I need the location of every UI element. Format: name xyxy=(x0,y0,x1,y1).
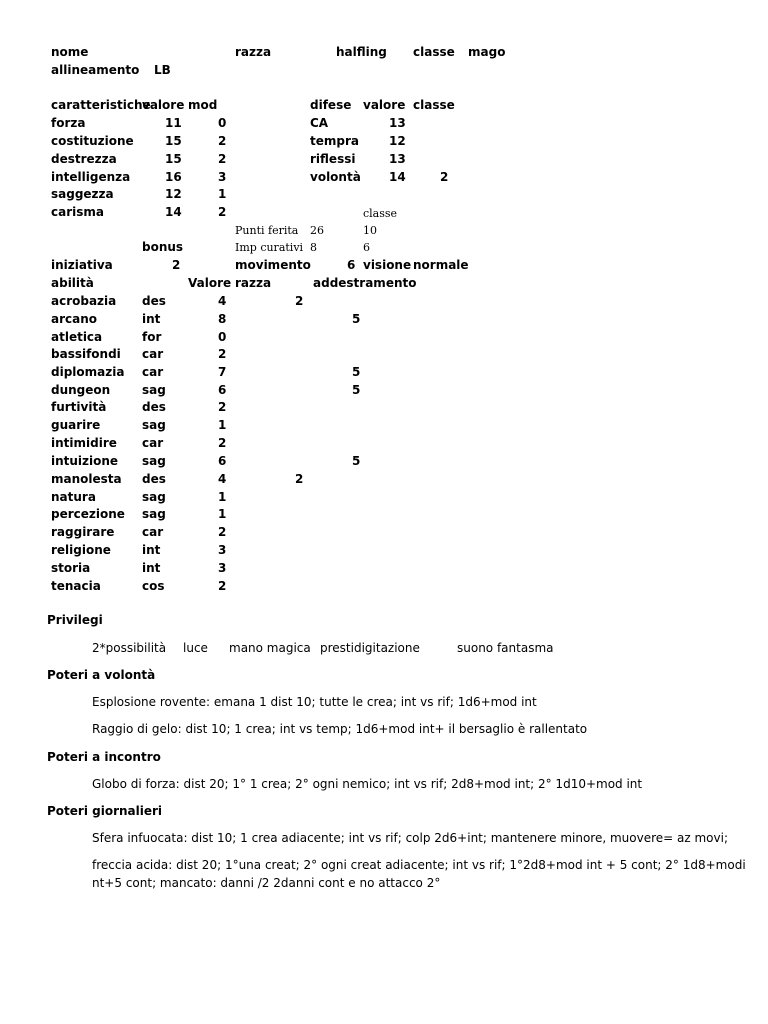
defenses-header-value: valore xyxy=(363,98,406,112)
stat-mod: 1 xyxy=(218,187,227,201)
skill-name: tenacia xyxy=(51,579,101,593)
skills-header-value: Valore xyxy=(188,276,232,290)
skill-value: 3 xyxy=(218,561,227,575)
stat-mod: 2 xyxy=(218,205,227,219)
skill-name: intimidire xyxy=(51,436,117,450)
stat-name: destrezza xyxy=(51,152,117,166)
skill-stat: sag xyxy=(142,418,166,432)
skill-name: guarire xyxy=(51,418,101,432)
skill-razza: 2 xyxy=(295,472,304,486)
privilegio-item: luce xyxy=(183,641,208,655)
defense-name: volontà xyxy=(310,170,361,184)
skill-value: 2 xyxy=(218,400,227,414)
skill-stat: car xyxy=(142,436,164,450)
skill-value: 1 xyxy=(218,507,227,521)
razza-label: razza xyxy=(235,45,272,59)
defense-value: 13 xyxy=(389,152,406,166)
privilegio-item: suono fantasma xyxy=(457,641,554,655)
health-value: 8 xyxy=(310,241,317,254)
health-value: 26 xyxy=(310,224,324,237)
skill-value: 1 xyxy=(218,418,227,432)
bonus-label: bonus xyxy=(142,240,184,254)
potere-item: Globo di forza: dist 20; 1° 1 crea; 2° ogni nemico; int vs rif; 2d8+mod int; 2° 1d10+mod int xyxy=(92,777,643,791)
movimento-label: movimento xyxy=(235,258,311,272)
skill-name: furtività xyxy=(51,400,107,414)
skill-name: intuizione xyxy=(51,454,119,468)
skill-name: religione xyxy=(51,543,111,557)
skill-value: 6 xyxy=(218,383,227,397)
stat-mod: 3 xyxy=(218,170,227,184)
skill-stat: des xyxy=(142,294,166,308)
skill-name: raggirare xyxy=(51,525,115,539)
skill-name: storia xyxy=(51,561,91,575)
stat-value: 11 xyxy=(165,116,182,130)
allineamento-value: LB xyxy=(154,63,171,77)
skill-stat: des xyxy=(142,472,166,486)
skill-name: atletica xyxy=(51,330,103,344)
stat-name: intelligenza xyxy=(51,170,131,184)
skills-header-name: abilità xyxy=(51,276,94,290)
skill-value: 2 xyxy=(218,436,227,450)
iniziativa-label: iniziativa xyxy=(51,258,113,272)
skill-stat: cos xyxy=(142,579,165,593)
health-label: Imp curativi xyxy=(235,241,304,254)
potere-item: Sfera infuocata: dist 10; 1 crea adiacente; int vs rif; colp 2d6+int; mantenere minore, muovere= az movi; xyxy=(92,831,728,845)
stat-name: saggezza xyxy=(51,187,114,201)
skill-stat: for xyxy=(142,330,162,344)
stat-name: costituzione xyxy=(51,134,134,148)
poteri-incontro-title: Poteri a incontro xyxy=(47,750,161,764)
health-classe: 10 xyxy=(363,224,377,237)
defenses-header-name: difese xyxy=(310,98,352,112)
skill-addestramento: 5 xyxy=(352,312,361,326)
skill-addestramento: 5 xyxy=(352,383,361,397)
skill-stat: sag xyxy=(142,383,166,397)
skill-value: 2 xyxy=(218,347,227,361)
stat-mod: 2 xyxy=(218,152,227,166)
skill-addestramento: 5 xyxy=(352,454,361,468)
defenses-header-classe: classe xyxy=(413,98,455,112)
skill-name: diplomazia xyxy=(51,365,125,379)
privilegio-item: 2*possibilità xyxy=(92,641,167,655)
skill-value: 1 xyxy=(218,490,227,504)
skill-stat: sag xyxy=(142,454,166,468)
stat-name: carisma xyxy=(51,205,104,219)
stat-mod: 0 xyxy=(218,116,227,130)
stat-value: 12 xyxy=(165,187,182,201)
visione-label: visione xyxy=(363,258,412,272)
stat-value: 16 xyxy=(165,170,182,184)
visione-value: normale xyxy=(413,258,469,272)
defense-name: riflessi xyxy=(310,152,356,166)
skill-value: 7 xyxy=(218,365,227,379)
stat-mod: 2 xyxy=(218,134,227,148)
skill-stat: des xyxy=(142,400,166,414)
poteri-giornalieri-title: Poteri giornalieri xyxy=(47,804,163,818)
razza-value: halfling xyxy=(336,45,387,59)
poteri-volonta-title: Poteri a volontà xyxy=(47,668,156,682)
stats-header-value: valore xyxy=(142,98,185,112)
skill-stat: int xyxy=(142,543,161,557)
skill-name: percezione xyxy=(51,507,125,521)
skills-header-razza: razza xyxy=(235,276,272,290)
allineamento-label: allineamento xyxy=(51,63,140,77)
potere-item-continuation: nt+5 cont; mancato: danni /2 2danni cont e no attacco 2° xyxy=(92,876,441,890)
skill-value: 4 xyxy=(218,472,227,486)
defense-value: 12 xyxy=(389,134,406,148)
privilegio-item: mano magica xyxy=(229,641,311,655)
stats-header-name: caratteristiche xyxy=(51,98,151,112)
skill-value: 3 xyxy=(218,543,227,557)
skill-name: acrobazia xyxy=(51,294,117,308)
defense-classe: 2 xyxy=(440,170,449,184)
skill-stat: int xyxy=(142,561,161,575)
potere-item: freccia acida: dist 20; 1°una creat; 2° ogni creat adiacente; int vs rif; 1°2d8+mod int + 5 cont; 2° 1d8+modi xyxy=(92,858,746,872)
skill-value: 2 xyxy=(218,525,227,539)
skill-stat: car xyxy=(142,525,164,539)
skill-value: 2 xyxy=(218,579,227,593)
skill-stat: sag xyxy=(142,507,166,521)
defense-name: tempra xyxy=(310,134,359,148)
stat-value: 15 xyxy=(165,134,182,148)
iniziativa-value: 2 xyxy=(172,258,181,272)
skill-value: 0 xyxy=(218,330,227,344)
skill-stat: int xyxy=(142,312,161,326)
health-label: Punti ferita xyxy=(235,224,299,237)
stat-value: 15 xyxy=(165,152,182,166)
defense-name: CA xyxy=(310,116,329,130)
classe-value: mago xyxy=(468,45,506,59)
stat-value: 14 xyxy=(165,205,182,219)
skill-razza: 2 xyxy=(295,294,304,308)
potere-item: Esplosione rovente: emana 1 dist 10; tutte le crea; int vs rif; 1d6+mod int xyxy=(92,695,537,709)
skill-stat: car xyxy=(142,347,164,361)
stats-header-mod: mod xyxy=(188,98,218,112)
skill-name: manolesta xyxy=(51,472,122,486)
stat-name: forza xyxy=(51,116,86,130)
skill-value: 8 xyxy=(218,312,227,326)
skill-addestramento: 5 xyxy=(352,365,361,379)
potere-item: Raggio di gelo: dist 10; 1 crea; int vs temp; 1d6+mod int+ il bersaglio è rallentato xyxy=(92,722,588,736)
health-classe-header: classe xyxy=(363,207,398,220)
movimento-value: 6 xyxy=(347,258,356,272)
skill-stat: car xyxy=(142,365,164,379)
skill-value: 4 xyxy=(218,294,227,308)
skill-name: arcano xyxy=(51,312,98,326)
nome-label: nome xyxy=(51,45,89,59)
skill-stat: sag xyxy=(142,490,166,504)
skill-name: bassifondi xyxy=(51,347,121,361)
privilegi-title: Privilegi xyxy=(47,613,103,627)
skills-header-addestramento: addestramento xyxy=(313,276,417,290)
health-classe: 6 xyxy=(363,241,370,254)
skill-name: dungeon xyxy=(51,383,111,397)
classe-label: classe xyxy=(413,45,455,59)
skill-name: natura xyxy=(51,490,96,504)
defense-value: 13 xyxy=(389,116,406,130)
defense-value: 14 xyxy=(389,170,406,184)
privilegio-item: prestidigitazione xyxy=(320,641,420,655)
skill-value: 6 xyxy=(218,454,227,468)
